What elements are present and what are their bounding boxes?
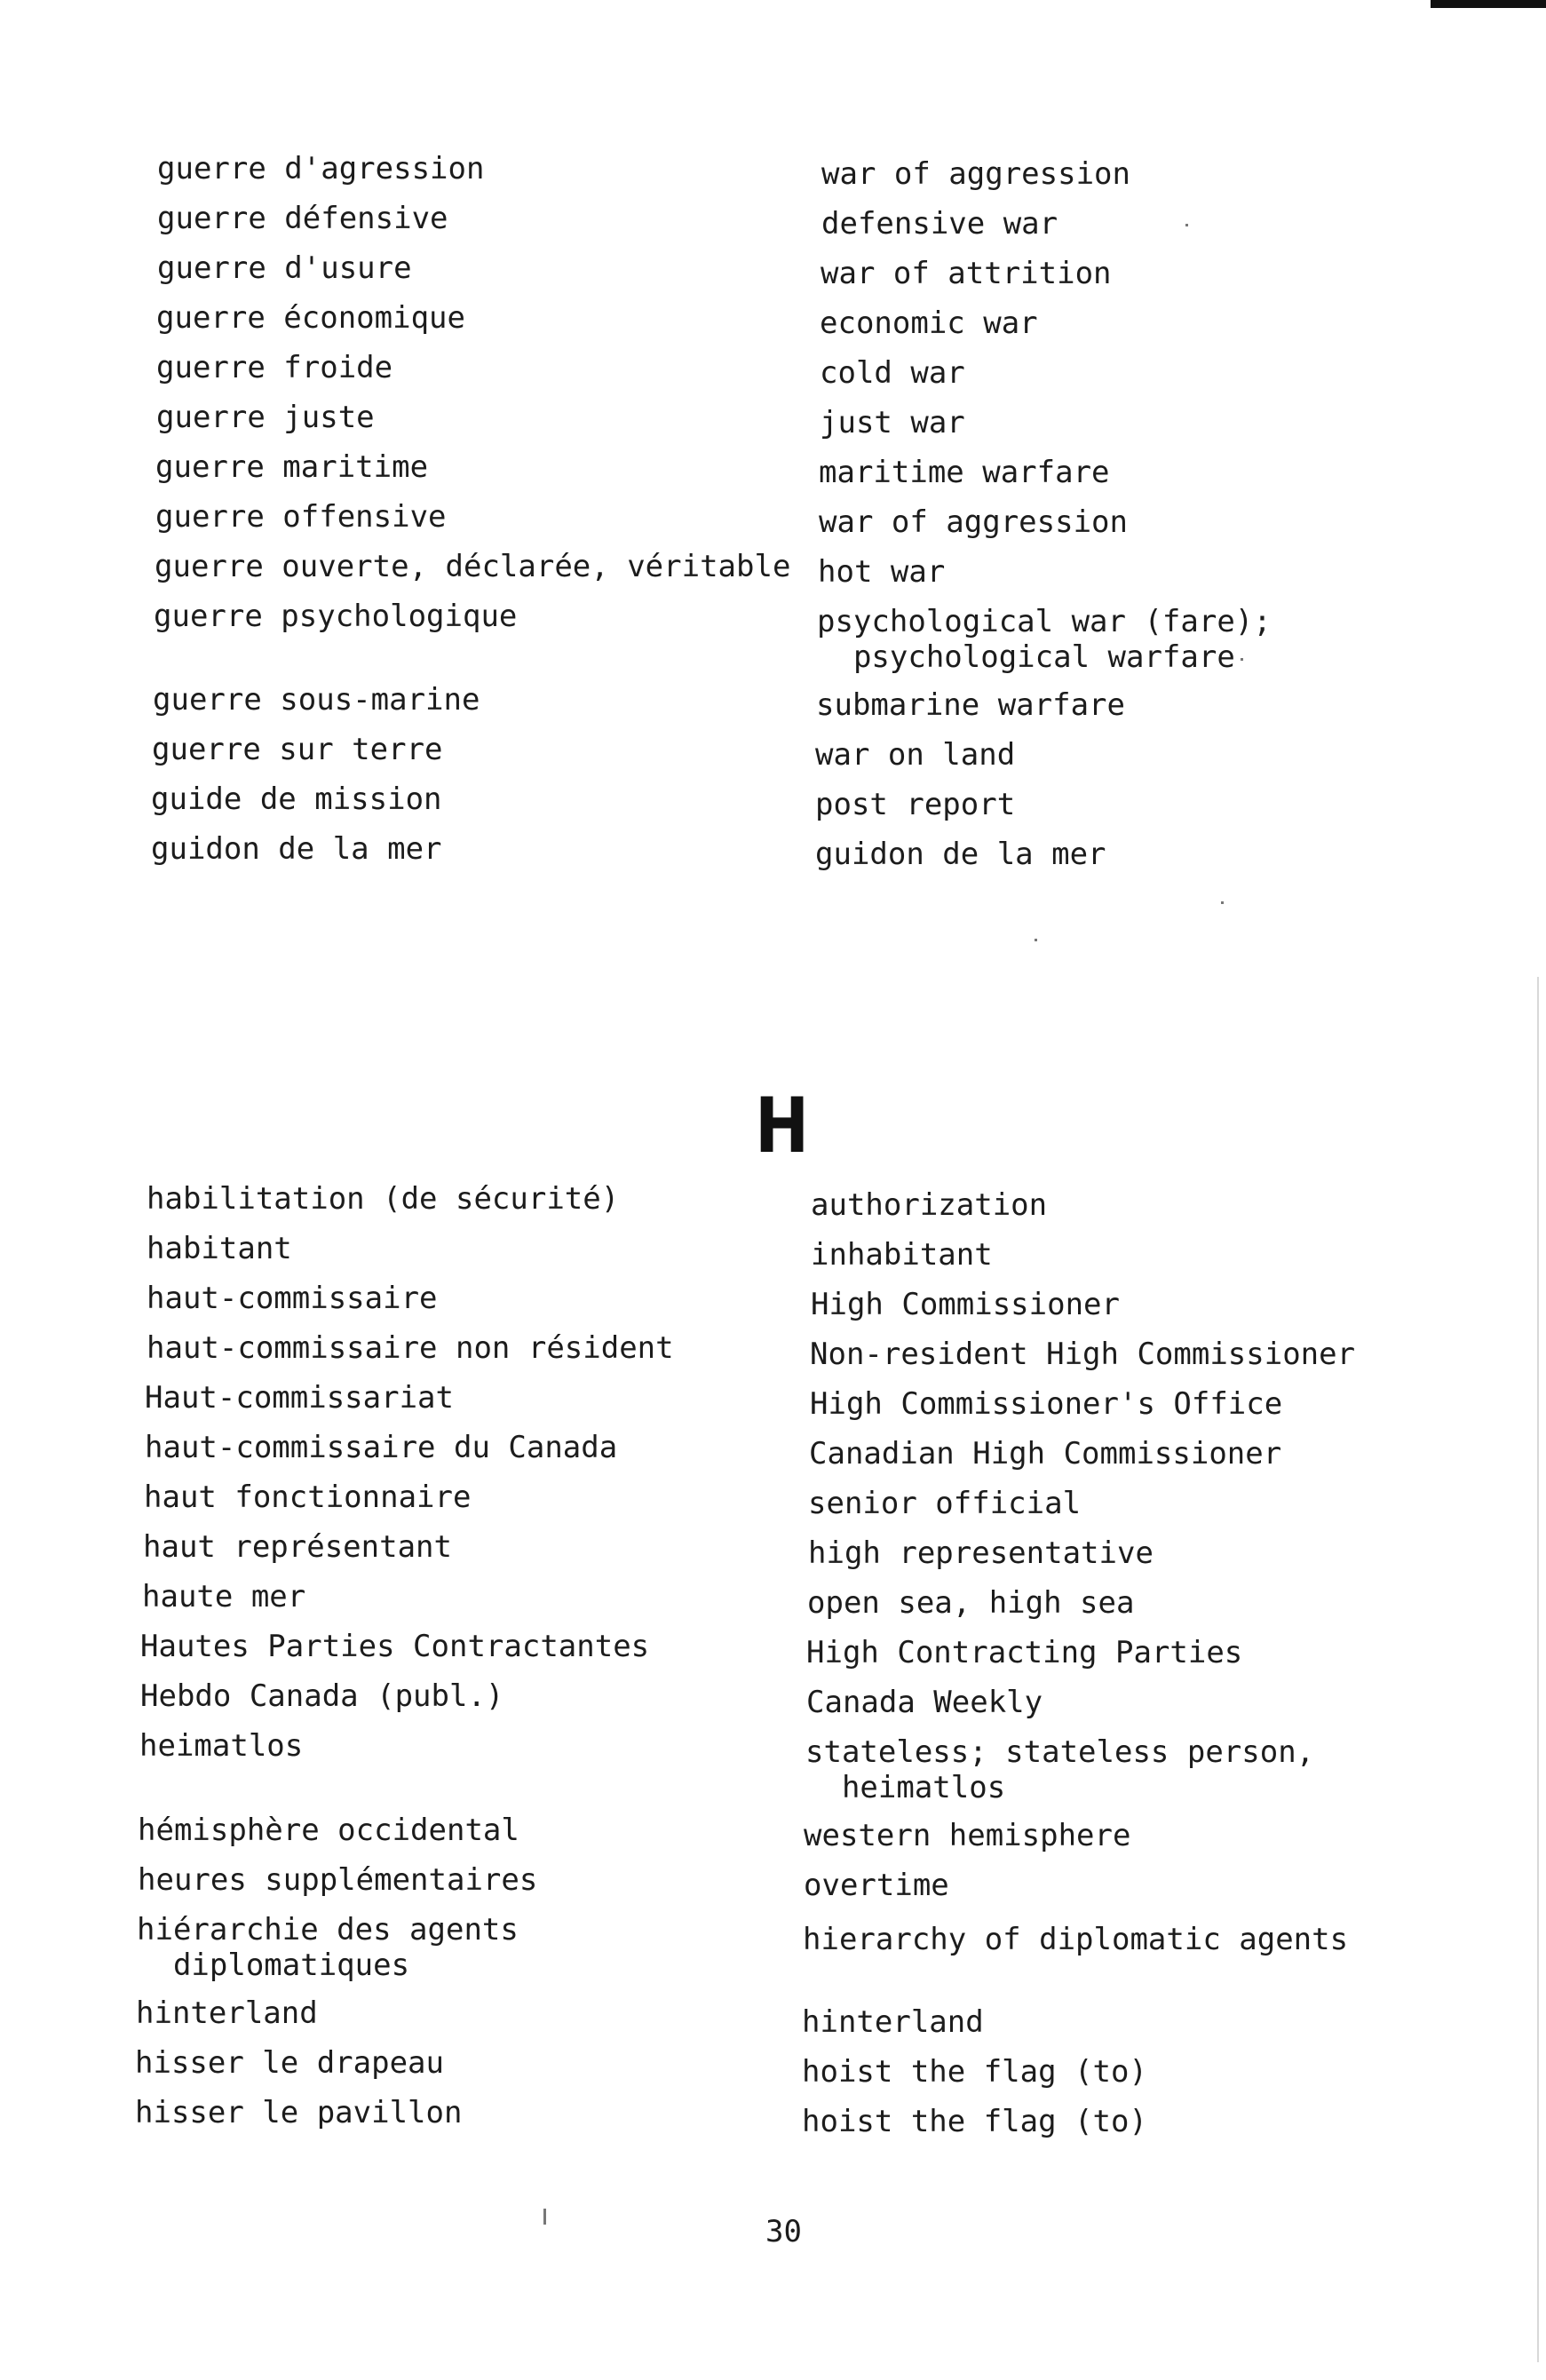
scan-edge-mark bbox=[1431, 0, 1546, 8]
english-term: hot war bbox=[818, 554, 946, 590]
english-term: Non-resident High Commissioner bbox=[810, 1337, 1356, 1372]
scan-speck bbox=[1221, 901, 1224, 904]
english-term: western hemisphere bbox=[804, 1818, 1131, 1853]
english-term: war of attrition bbox=[821, 256, 1112, 291]
french-term: haut fonctionnaire bbox=[144, 1480, 472, 1515]
english-term: hoist the flag (to) bbox=[802, 2104, 1147, 2139]
english-term: hinterland bbox=[802, 2004, 984, 2040]
french-term: haut-commissaire bbox=[147, 1281, 438, 1316]
english-term: guidon de la mer bbox=[815, 837, 1106, 872]
french-term: guerre offensive bbox=[155, 499, 447, 535]
french-term: heures supplémentaires bbox=[138, 1862, 538, 1898]
english-term: economic war bbox=[820, 305, 1038, 341]
english-term: overtime bbox=[804, 1868, 949, 1903]
french-term: hisser le drapeau bbox=[135, 2045, 444, 2081]
french-term: guerre économique bbox=[156, 300, 465, 336]
english-term: High Commissioner bbox=[811, 1287, 1120, 1322]
english-term: war of aggression bbox=[819, 504, 1128, 540]
french-term: guerre sous-marine bbox=[153, 682, 480, 718]
english-term: war on land bbox=[815, 737, 1016, 773]
english-term: Canadian High Commissioner bbox=[809, 1436, 1282, 1472]
french-term: haut-commissaire du Canada bbox=[145, 1430, 618, 1465]
english-term: open sea, high sea bbox=[807, 1585, 1135, 1621]
french-term: guerre d'usure bbox=[157, 250, 412, 286]
english-term: just war bbox=[820, 405, 965, 440]
french-term: guide de mission bbox=[151, 781, 442, 817]
french-term: hisser le pavillon bbox=[135, 2095, 463, 2130]
french-term: Hebdo Canada (publ.) bbox=[140, 1678, 504, 1714]
english-term: cold war bbox=[820, 355, 965, 391]
french-term: guerre d'agression bbox=[157, 151, 485, 186]
french-term: habilitation (de sécurité) bbox=[147, 1181, 620, 1217]
scan-edge-line bbox=[1537, 977, 1539, 2362]
english-term: hierarchy of diplomatic agents bbox=[803, 1922, 1349, 1957]
english-term: post report bbox=[815, 787, 1016, 822]
english-term: psychological war (fare); psychological warfare bbox=[817, 604, 1272, 675]
scan-speck bbox=[543, 2209, 546, 2225]
french-term: haute mer bbox=[142, 1579, 306, 1614]
section-letter-heading: H bbox=[755, 1082, 810, 1170]
french-term: haut-commissaire non résident bbox=[147, 1330, 674, 1366]
french-term: habitant bbox=[147, 1231, 292, 1266]
english-term: high representative bbox=[808, 1535, 1154, 1571]
french-term: guerre psychologique bbox=[154, 599, 518, 634]
english-term: inhabitant bbox=[811, 1237, 993, 1273]
french-term: hémisphère occidental bbox=[138, 1813, 519, 1848]
french-term: hinterland bbox=[136, 1995, 318, 2031]
french-term: guerre froide bbox=[156, 350, 393, 385]
english-term: High Contracting Parties bbox=[806, 1635, 1243, 1670]
english-term: senior official bbox=[808, 1486, 1082, 1521]
french-term: guidon de la mer bbox=[151, 831, 442, 867]
english-term: stateless; stateless person, heimatlos bbox=[805, 1734, 1315, 1805]
english-term: defensive war bbox=[821, 206, 1058, 242]
french-term: guerre juste bbox=[156, 400, 375, 435]
scan-speck bbox=[1035, 939, 1037, 941]
english-term: authorization bbox=[811, 1187, 1048, 1223]
french-term: guerre défensive bbox=[157, 201, 448, 236]
english-term: maritime warfare bbox=[819, 455, 1110, 490]
french-term: hiérarchie des agents diplomatiques bbox=[137, 1912, 519, 1983]
french-term: heimatlos bbox=[139, 1728, 304, 1764]
french-term: Haut-commissariat bbox=[145, 1380, 454, 1416]
scan-speck bbox=[1241, 658, 1243, 661]
french-term: guerre maritime bbox=[155, 449, 429, 485]
english-term: war of aggression bbox=[821, 156, 1130, 192]
english-term: hoist the flag (to) bbox=[802, 2054, 1147, 2090]
scan-speck bbox=[1185, 224, 1188, 226]
french-term: guerre ouverte, déclarée, véritable bbox=[155, 549, 791, 584]
english-term: High Commissioner's Office bbox=[810, 1386, 1283, 1422]
page-number: 30 bbox=[765, 2214, 802, 2249]
french-term: guerre sur terre bbox=[152, 732, 443, 767]
english-term: Canada Weekly bbox=[806, 1685, 1043, 1720]
french-term: Hautes Parties Contractantes bbox=[140, 1629, 650, 1664]
french-term: haut représentant bbox=[143, 1529, 452, 1565]
english-term: submarine warfare bbox=[816, 687, 1125, 723]
